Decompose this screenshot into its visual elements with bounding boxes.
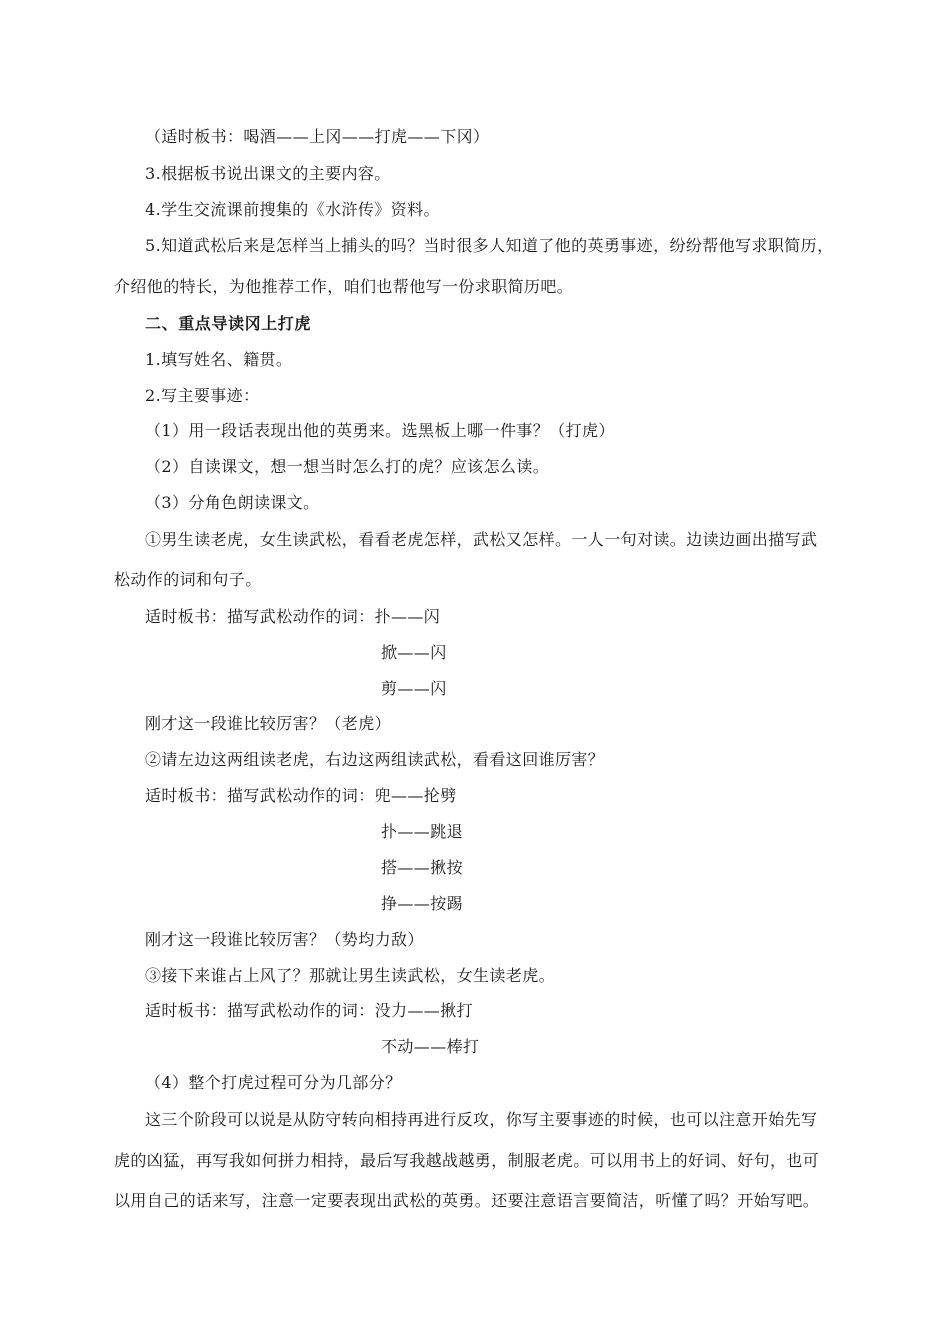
reading-3: ③接下来谁占上风了？那就让男生读武松，女生读老虎。 — [145, 966, 556, 985]
sub-item-4: （4）整个打虎过程可分为几部分？ — [145, 1073, 402, 1092]
reading-1-line-2: 松动作的词和句子。 — [114, 570, 262, 589]
board-note-3-row-2: 扑——跳退 — [381, 822, 464, 841]
board-note-2: 适时板书：描写武松动作的词：扑——闪 — [145, 607, 441, 626]
board-note-3-row-4: 挣——按踢 — [381, 894, 464, 913]
board-note-2-row-3: 剪——闪 — [381, 679, 447, 698]
board-note-3-row-3: 搭——揪按 — [381, 858, 464, 877]
section-heading-2: 二、重点导读冈上打虎 — [145, 314, 312, 333]
step-5-line-1: 5.知道武松后来是怎样当上捕头的吗？当时很多人知道了他的英勇事迹，纷纷帮他写求职简历， — [145, 236, 834, 255]
reading-2: ②请左边这两组读老虎，右边这两组读武松，看看这回谁厉害？ — [145, 750, 605, 769]
question-1: 刚才这一段谁比较厉害？（老虎） — [145, 714, 392, 733]
board-note-1: （适时板书：喝酒——上冈——打虎——下冈） — [145, 127, 490, 146]
item-2: 2.写主要事迹： — [145, 386, 260, 405]
sub-item-2: （2）自读课文，想一想当时怎么打的虎？应该怎么读。 — [145, 457, 550, 476]
reading-1-line-1: ①男生读老虎，女生读武松，看看老虎怎样，武松又怎样。一人一句对读。边读边画出描写武 — [145, 530, 818, 549]
board-note-2-row-2: 掀——闪 — [381, 643, 447, 662]
closing-line-2: 虎的凶猛，再写我如何拼力相持，最后写我越战越勇，制服老虎。可以用书上的好词、好句，也可 — [114, 1151, 820, 1170]
closing-line-3: 以用自己的话来写，注意一定要表现出武松的英勇。还要注意语言要简洁，听懂了吗？开始写吧。 — [114, 1191, 820, 1210]
board-note-4-row-2: 不动——棒打 — [381, 1037, 480, 1056]
board-note-3: 适时板书：描写武松动作的词：兜——抡劈 — [145, 786, 457, 805]
question-2: 刚才这一段谁比较厉害？（势均力敌） — [145, 930, 424, 949]
step-4: 4.学生交流课前搜集的《水浒传》资料。 — [145, 200, 440, 219]
item-1: 1.填写姓名、籍贯。 — [145, 350, 293, 369]
sub-item-3: （3）分角色朗读课文。 — [145, 493, 320, 512]
step-5-line-2: 介绍他的特长，为他推荐工作，咱们也帮他写一份求职简历吧。 — [114, 277, 574, 296]
sub-item-1: （1）用一段话表现出他的英勇来。选黑板上哪一件事？（打虎） — [145, 421, 615, 440]
closing-line-1: 这三个阶段可以说是从防守转向相持再进行反攻，你写主要事迹的时候，也可以注意开始先写 — [145, 1110, 818, 1129]
board-note-4: 适时板书：描写武松动作的词：没力——揪打 — [145, 1001, 474, 1020]
step-3: 3.根据板书说出课文的主要内容。 — [145, 164, 391, 183]
